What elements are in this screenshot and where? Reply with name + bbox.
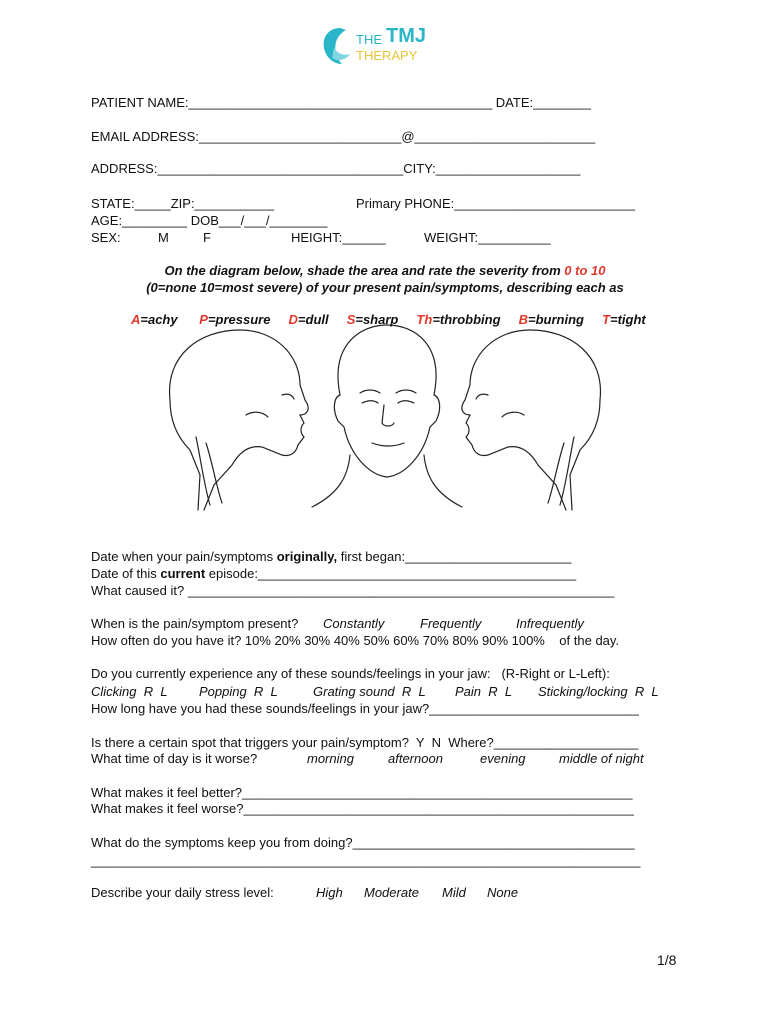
head-profile-right-side[interactable]	[170, 330, 309, 510]
legend-achy: A=achy	[130, 312, 178, 327]
sounds-question: Do you currently experience any of these sounds/feelings in your jaw: (R-Right or L-Left):	[91, 666, 610, 681]
option-afternoon[interactable]: afternoon	[388, 751, 443, 766]
primary-phone-field[interactable]: Primary PHONE:_________________________	[356, 196, 635, 211]
option-pain[interactable]: Pain R L	[455, 684, 513, 699]
logo-face-icon	[320, 24, 354, 68]
option-grating[interactable]: Grating sound R L	[313, 684, 426, 699]
limitations-field-line-2[interactable]: ____________________________________________________________________________	[91, 853, 641, 868]
sounds-duration-field[interactable]: How long have you had these sounds/feelings in your jaw?_____________________________	[91, 701, 639, 716]
frequency-question[interactable]: How often do you have it? 10% 20% 30% 40% 50% 60% 70% 80% 90% 100% of the day.	[91, 633, 620, 648]
option-sticking[interactable]: Sticking/locking R L	[538, 684, 659, 699]
original-onset-field[interactable]: Date when your pain/symptoms originally, first began:_______________________	[91, 549, 572, 564]
option-frequently[interactable]: Frequently	[420, 616, 482, 631]
age-dob-field[interactable]: AGE:_________ DOB___/___/________	[91, 213, 328, 228]
limitations-field[interactable]: What do the symptoms keep you from doing?_______________________________________	[91, 835, 635, 850]
option-clicking[interactable]: Clicking R L	[91, 684, 168, 699]
severity-range: 0 to 10	[564, 263, 606, 278]
head-profile-left-side[interactable]	[462, 330, 601, 510]
legend-burning: B=burning	[518, 312, 584, 327]
legend-tight: T=tight	[602, 312, 646, 327]
current-episode-field[interactable]: Date of this current episode:____________________________________________	[91, 566, 577, 581]
sex-label: SEX:	[91, 230, 121, 245]
patient-name-date-field[interactable]: PATIENT NAME:__________________________________________ DATE:________	[91, 95, 591, 110]
instruction-line-1	[0, 263, 770, 278]
option-middle-of-night[interactable]: middle of night	[559, 751, 644, 766]
option-infrequently[interactable]: Infrequently	[516, 616, 584, 631]
option-stress-high[interactable]: High	[316, 885, 343, 900]
option-morning[interactable]: morning	[307, 751, 354, 766]
logo-tmj: TMJ	[386, 25, 426, 47]
option-stress-moderate[interactable]: Moderate	[364, 885, 419, 900]
trigger-field[interactable]: Is there a certain spot that triggers your pain/symptom? Y N Where?____________________	[91, 735, 639, 750]
present-question: When is the pain/symptom present?	[91, 616, 299, 631]
sex-option-f[interactable]: F	[203, 230, 211, 245]
time-of-day-question: What time of day is it worse?	[91, 751, 258, 766]
option-evening[interactable]: evening	[480, 751, 526, 766]
sex-option-m[interactable]: M	[158, 230, 169, 245]
legend-dull: D=dull	[288, 312, 329, 327]
legend-pressure: P=pressure	[199, 312, 271, 327]
instruction-line-2: (0=none 10=most severe) of your present pain/symptoms, describing each as	[146, 280, 624, 295]
option-popping[interactable]: Popping R L	[199, 684, 278, 699]
legend-sharp: S=sharp	[346, 312, 399, 327]
option-constantly[interactable]: Constantly	[323, 616, 385, 631]
height-field[interactable]: HEIGHT:______	[291, 230, 386, 245]
feel-better-field[interactable]: What makes it feel better?______________________________________________________	[91, 785, 633, 800]
instruction-text: On the diagram below, shade the area and rate the severity from	[164, 263, 565, 278]
logo-the: THE	[356, 32, 382, 47]
tmj-therapy-logo	[320, 24, 440, 68]
stress-question: Describe your daily stress level:	[91, 885, 274, 900]
legend-throbbing: Th=throbbing	[416, 312, 501, 327]
head-diagram[interactable]	[0, 315, 770, 515]
page-number: 1/8	[657, 952, 677, 968]
cause-field[interactable]: What caused it? ___________________________________________________________	[91, 583, 615, 598]
state-zip-field[interactable]: STATE:_____ZIP:___________	[91, 196, 275, 211]
email-field[interactable]: EMAIL ADDRESS:____________________________@_________________________	[91, 129, 596, 144]
weight-field[interactable]: WEIGHT:__________	[424, 230, 551, 245]
feel-worse-field[interactable]: What makes it feel worse?______________________________________________________	[91, 801, 634, 816]
address-city-field[interactable]: ADDRESS:__________________________________CITY:____________________	[91, 161, 581, 176]
option-stress-mild[interactable]: Mild	[442, 885, 466, 900]
option-stress-none[interactable]: None	[487, 885, 519, 900]
head-front-view[interactable]	[312, 325, 462, 507]
logo-therapy: THERAPY	[356, 48, 418, 63]
